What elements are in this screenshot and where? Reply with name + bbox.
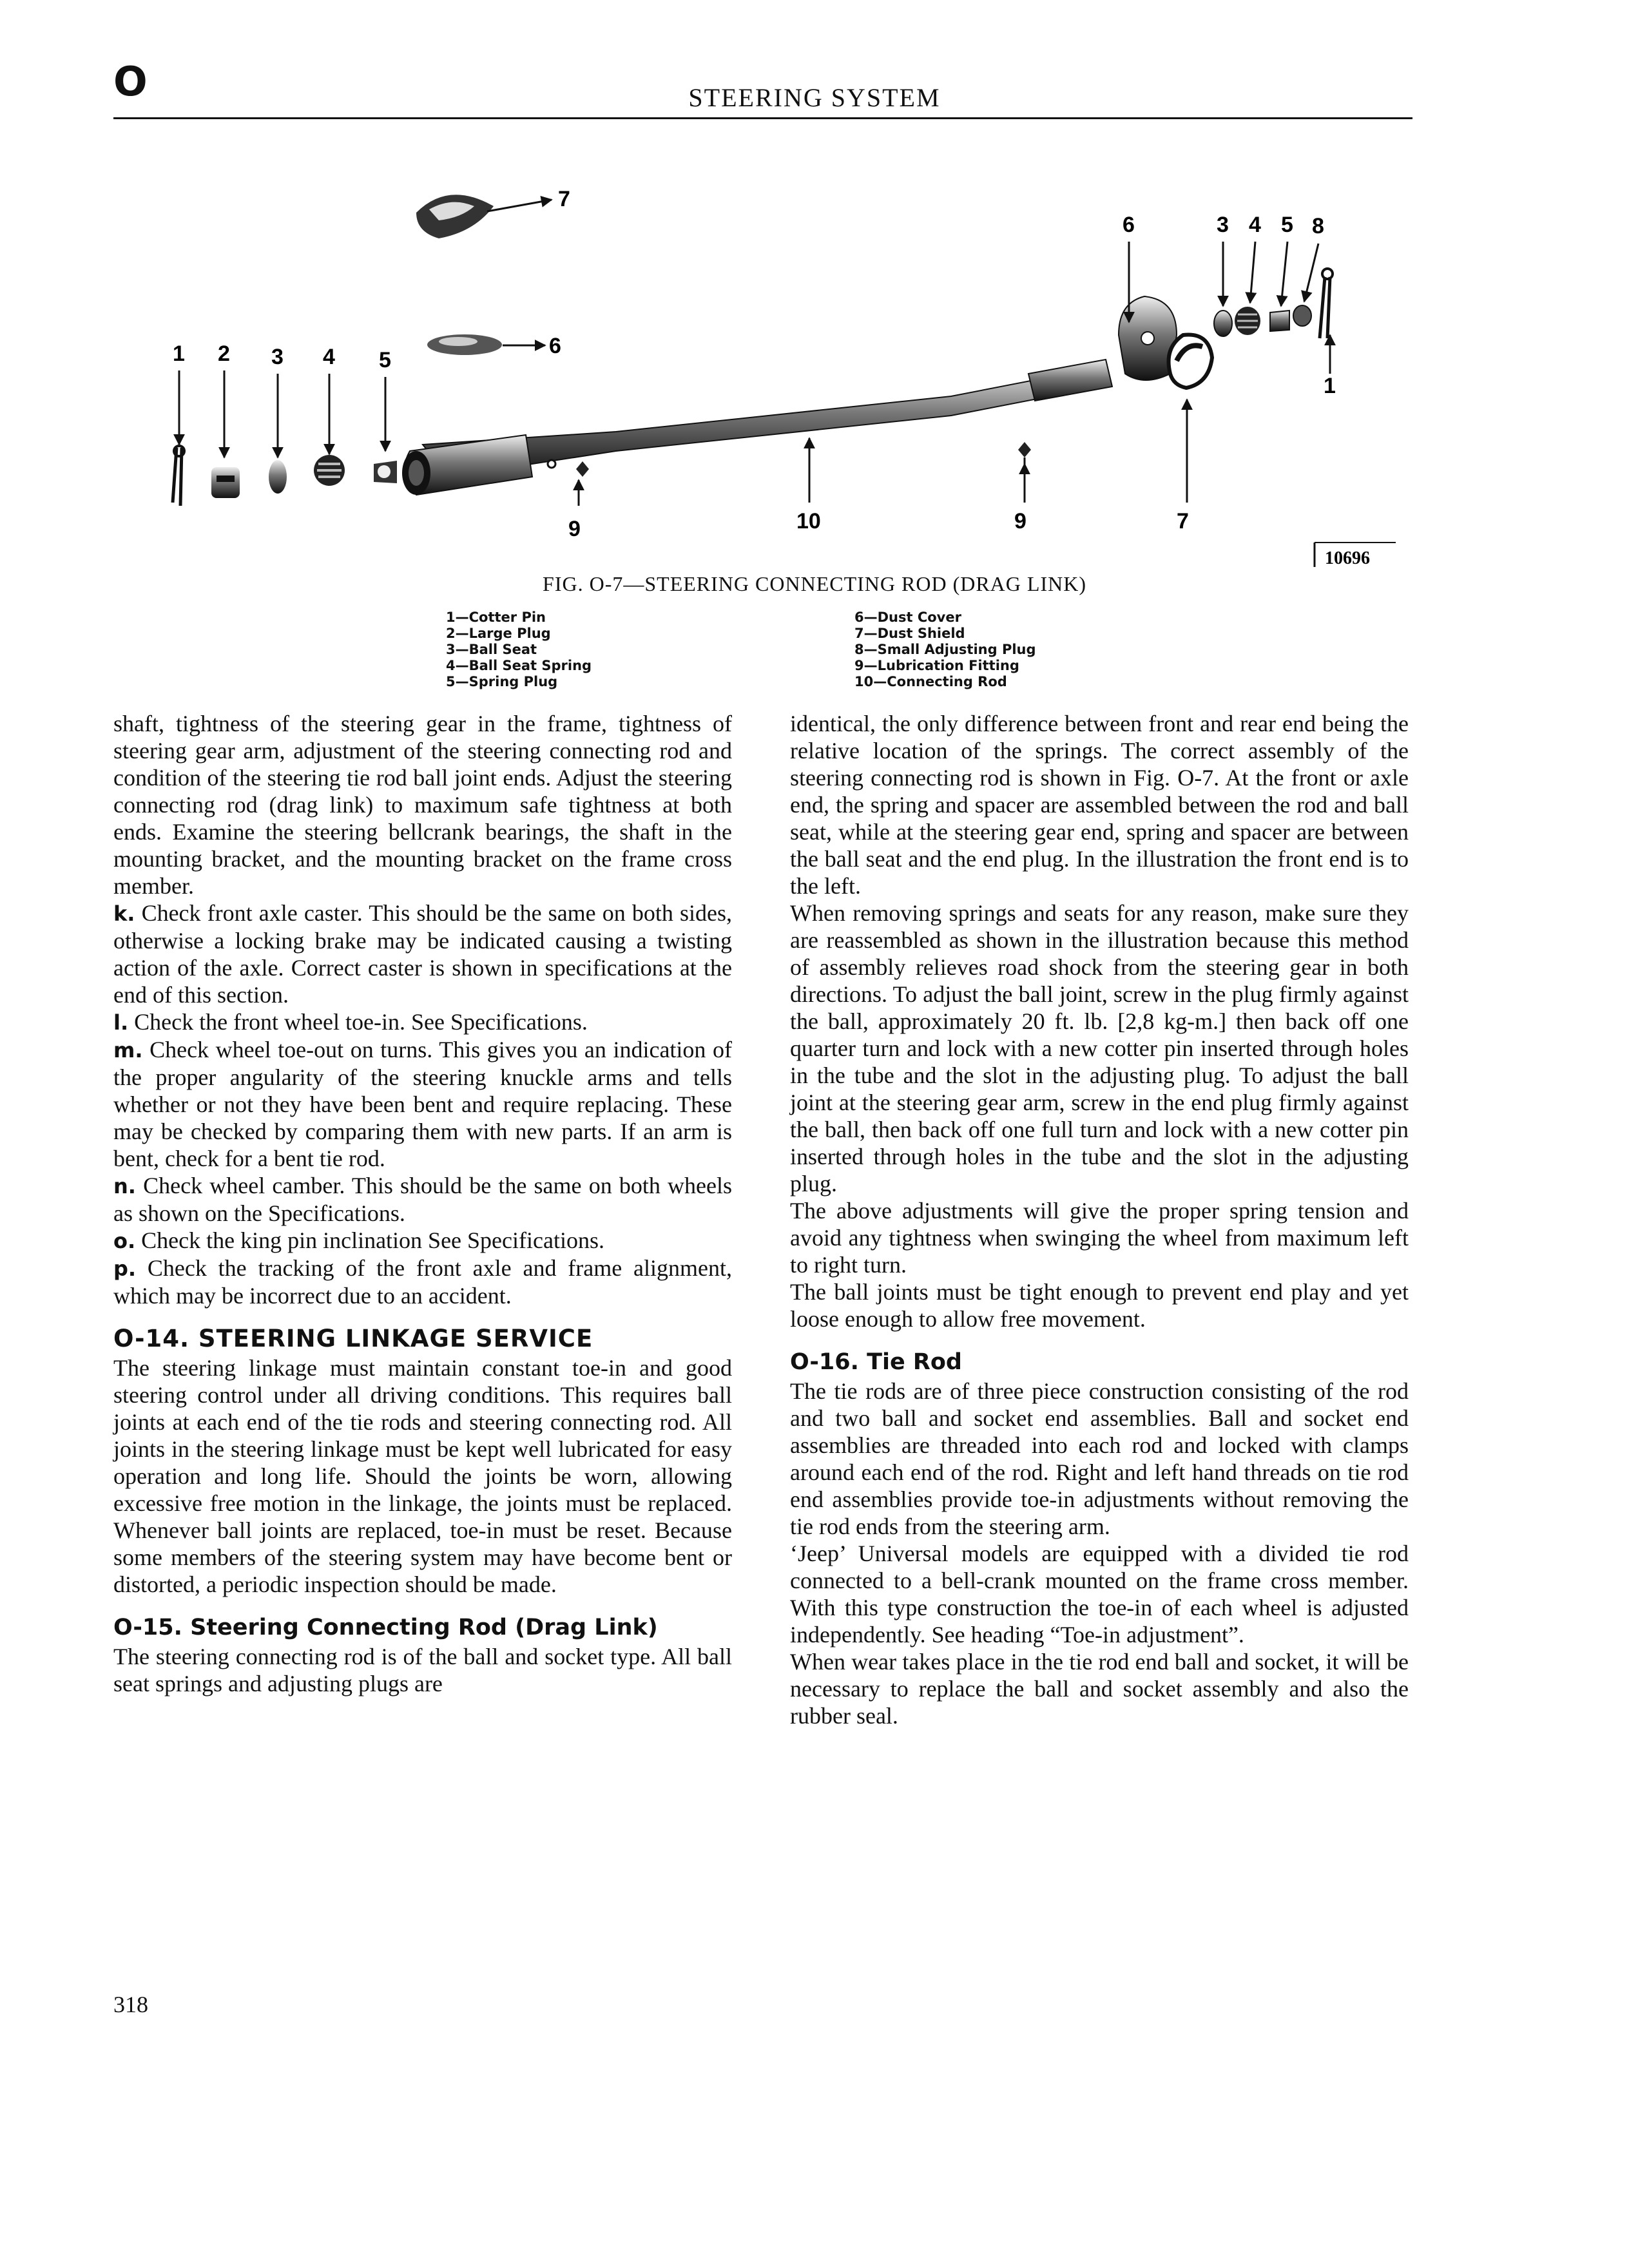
cotter-pin-part	[173, 446, 184, 506]
dust-cover-part	[427, 334, 545, 355]
dust-shield-part	[416, 195, 552, 238]
step-text: Check the tracking of the front axle and frame alignment, which may be incorrect due to an accident.	[113, 1255, 732, 1309]
large-plug-part	[211, 467, 240, 498]
paragraph: ‘Jeep’ Universal models are equipped with a divided tie rod connected to a bell-crank mounted on the frame cross member. With this type construction the toe-in of each wheel is adjusted independently. See heading “Toe-in adjustment”.	[790, 1541, 1409, 1648]
callout-9-left: 9	[568, 517, 581, 541]
page-number: 318	[113, 1992, 148, 2017]
step-letter: l.	[113, 1010, 129, 1035]
callout-4-right: 4	[1249, 213, 1261, 237]
figure-legend-left	[446, 610, 592, 690]
figure-legend-right	[854, 610, 1036, 690]
callout-5-right: 5	[1281, 213, 1293, 237]
legend-item: 9—Lubrication Fitting	[854, 658, 1019, 673]
callout-6-right: 6	[1123, 213, 1135, 237]
paragraph: The above adjustments will give the proper spring tension and avoid any tightness when swinging the wheel from maximum left to right turn.	[790, 1198, 1409, 1278]
step-letter: n.	[113, 1174, 136, 1198]
step-text: Check the front wheel toe-in. See Specifications.	[134, 1009, 588, 1035]
callout-4-left: 4	[323, 345, 335, 369]
section-heading-o14: O-14. STEERING LINKAGE SERVICE	[113, 1325, 593, 1352]
step-p	[113, 1254, 732, 1309]
callout-2-left: 2	[218, 341, 230, 366]
paragraph: The tie rods are of three piece construction consisting of the rod and two ball and socket end assemblies. Ball and socket end assemblies are threaded into each rod and locked with clamps around each end of the rod. Right and left hand threads on tie rod end assemblies provide toe-in adjustments without removing the tie rod ends from the steering arm.	[790, 1378, 1409, 1539]
callout-7-top: 7	[558, 187, 570, 211]
callout-6-mid: 6	[549, 334, 561, 358]
lubrication-fitting-left	[576, 461, 589, 477]
callout-1-right: 1	[1324, 374, 1336, 398]
legend-item: 1—Cotter Pin	[446, 610, 546, 625]
ball-seat-spring-part	[314, 455, 345, 486]
paragraph: When wear takes place in the tie rod end ball and socket, it will be necessary to replace the ball and socket assembly and also the rubber seal.	[790, 1649, 1409, 1729]
step-o	[113, 1227, 732, 1254]
step-letter: k.	[113, 901, 135, 926]
section-heading-o16: O-16. Tie Rod	[790, 1349, 962, 1375]
step-text: Check wheel toe-out on turns. This gives you an indication of the proper angularity of the steering knuckle arms and tells whether or not they have been bent and require replacing. These may be checked by comparing them with new parts. If an arm is bent, check for a bent tie rod.	[113, 1037, 733, 1171]
connecting-rod-part	[402, 360, 1112, 495]
left-text-column	[113, 710, 732, 1697]
step-letter: p.	[113, 1256, 137, 1281]
legend-item: 2—Large Plug	[446, 626, 551, 641]
ball-seat-part	[269, 460, 287, 494]
legend-item: 7—Dust Shield	[854, 626, 965, 641]
dust-shield-right-part	[1169, 334, 1213, 388]
spring-plug-part	[374, 461, 397, 483]
section-letter: O	[113, 58, 148, 105]
legend-item: 3—Ball Seat	[446, 642, 537, 657]
step-letter: m.	[113, 1038, 143, 1062]
paragraph: shaft, tightness of the steering gear in the frame, tightness of steering gear arm, adjustment of the steering connecting rod and condition of the steering tie rod ball joint ends. Adjust the steering connecting rod (drag link) to maximum safe tightness at both ends. Examine the steering bellcrank bearings, the shaft in the mounting bracket, and the mounting bracket on the frame cross member.	[113, 711, 732, 899]
section-heading-o15: O-15. Steering Connecting Rod (Drag Link)	[113, 1615, 658, 1640]
callout-7-bottom: 7	[1177, 509, 1189, 533]
step-n	[113, 1172, 732, 1227]
paragraph: identical, the only difference between front and rear end being the relative location of the springs. The correct assembly of the steering connecting rod is shown in Fig. O-7. At the front or axle end, the spring and spacer are assembled between the rod and ball seat, while at the steering gear end, spring and spacer are between the ball seat and the end plug. In the illustration the front end is to the left.	[790, 711, 1409, 899]
step-text: Check wheel camber. This should be the same on both wheels as shown on the Specifications.	[113, 1173, 733, 1226]
legend-item: 5—Spring Plug	[446, 674, 558, 689]
exploded-view-figure	[113, 142, 1412, 567]
step-letter: o.	[113, 1229, 136, 1253]
callout-8-right: 8	[1312, 214, 1324, 238]
paragraph: The steering linkage must maintain constant toe-in and good steering control under all driving conditions. This requires ball joints at each end of the tie rods and steering connecting rod. All joints in the steering linkage must be kept well lubricated for easy operation and long life. Should the joints be worn, allowing excessive free motion in the linkage, the joints must be replaced. Whenever ball joints are replaced, toe-in must be reset. Because some members of the steering system may have become bent or distorted, a periodic inspection should be made.	[113, 1355, 732, 1597]
right-group-parts	[1214, 269, 1333, 338]
header-rule	[113, 117, 1412, 119]
paragraph: The steering connecting rod is of the ball and socket type. All ball seat springs and adjusting plugs are	[113, 1644, 732, 1696]
legend-item: 4—Ball Seat Spring	[446, 658, 592, 673]
callout-9-right: 9	[1014, 509, 1027, 533]
legend-item: 10—Connecting Rod	[854, 674, 1007, 689]
step-text: Check front axle caster. This should be the same on both sides, otherwise a locking brake may be indicated causing a twisting action of the axle. Correct caster is shown in specifications at the end of this section.	[113, 900, 732, 1008]
step-text: Check the king pin inclination See Specifications.	[141, 1227, 604, 1253]
legend-item: 8—Small Adjusting Plug	[854, 642, 1036, 657]
legend-item: 6—Dust Cover	[854, 610, 961, 625]
callout-10: 10	[796, 509, 821, 533]
callout-1-left: 1	[173, 341, 185, 366]
step-m	[113, 1036, 732, 1172]
figure-number: 10696	[1325, 548, 1370, 567]
callout-3-left: 3	[271, 345, 284, 369]
right-text-column	[790, 710, 1409, 1729]
step-k	[113, 899, 732, 1008]
callout-5-left: 5	[379, 348, 391, 372]
left-group-leader-lines	[179, 370, 385, 457]
figure-caption: FIG. O-7—STEERING CONNECTING ROD (DRAG LINK)	[543, 572, 1086, 595]
step-l	[113, 1008, 732, 1036]
callout-3-right: 3	[1217, 213, 1229, 237]
running-head-title: STEERING SYSTEM	[688, 83, 941, 112]
paragraph: The ball joints must be tight enough to prevent end play and yet loose enough to allow free movement.	[790, 1279, 1409, 1332]
paragraph: When removing springs and seats for any reason, make sure they are reassembled as shown in the illustration because this method of assembly relieves road shock from the steering gear in both directions. To adjust the ball joint, screw in the plug firmly against the ball, approximately 20 ft. lb. [2,8 kg-m.] then back off one quarter turn and lock with a new cotter pin inserted through holes in the tube and the slot in the adjusting plug. To adjust the ball joint at the steering gear arm, screw in the end plug firmly against the ball, then back off one full turn and lock with a new cotter pin inserted through holes in the tube and the slot in the adjusting plug.	[790, 900, 1409, 1196]
